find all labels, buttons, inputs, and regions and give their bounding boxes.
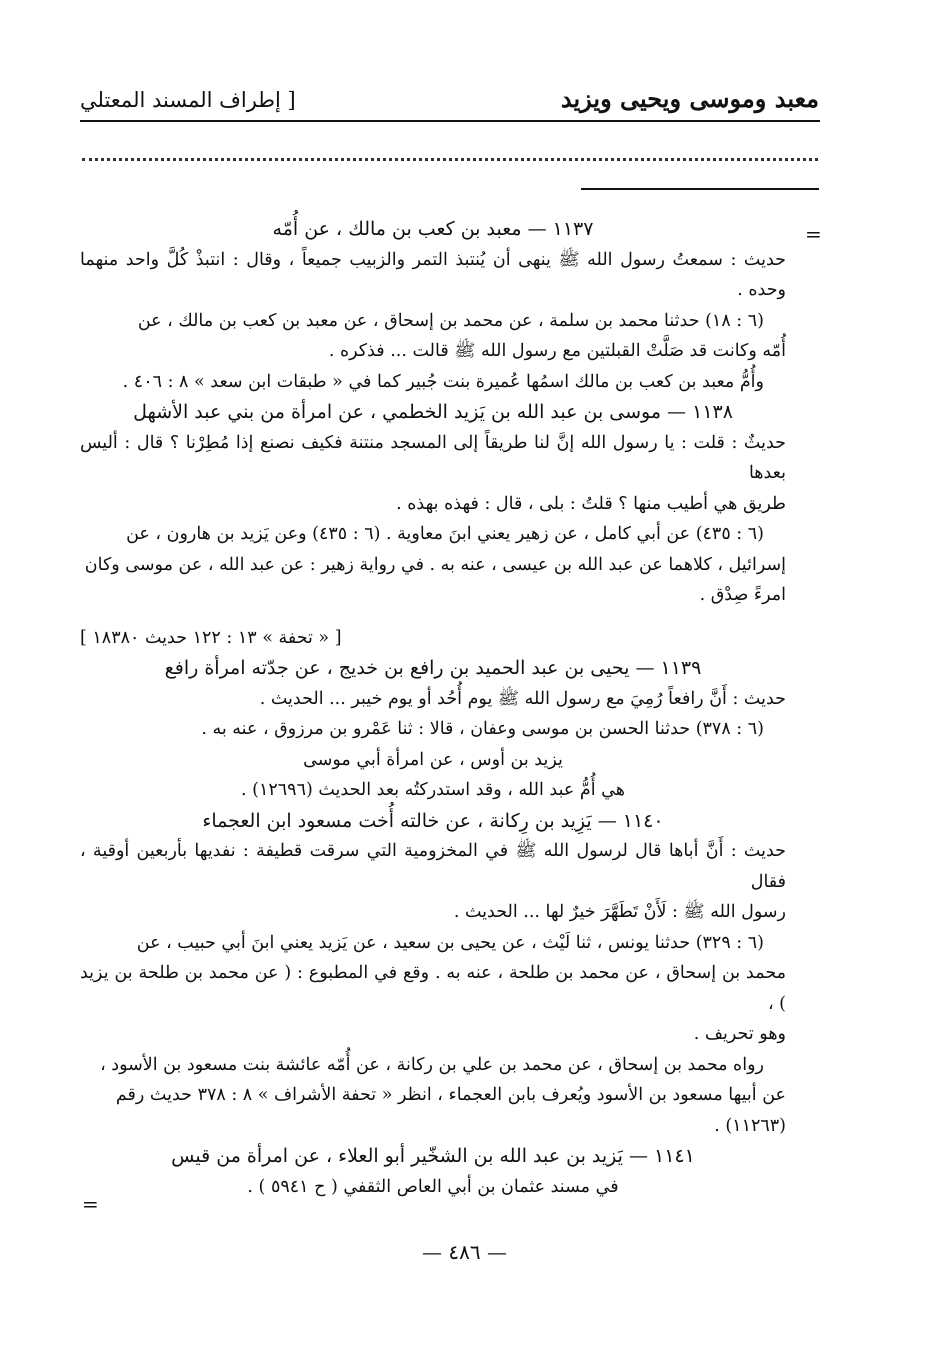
text-line: حديث : أَنَّ رافعاً رُمِيَ مع رسول الله ﷺ يوم أُحُد أو يوم خيبر ... الحديث .: [259, 688, 786, 709]
text-line: أُمّه وكانت قد صَلَّتْ القبلتين مع رسول الله ﷺ قالت ... فذكره .: [328, 341, 786, 361]
text-line: وأُمُّ معبد بن كعب بن مالك اسمُها عُميرة بنت جُبير كما في « طبقات ابن سعد » ٨ : ٤٠٦ .: [122, 371, 764, 392]
hadith-title-1138: ١١٣٨ — موسى بن عبد الله بن يَزيد الخطمي ، عن امرأة من بني عبد الأشهل: [133, 401, 733, 423]
hadith-title-1141: ١١٤١ — يَزيد بن عبد الله بن الشخّير أبو العلاء ، عن امرأة من قيس: [171, 1145, 695, 1167]
text-line: (١١٢٦٣) .: [714, 1115, 786, 1136]
dotted-separator: [82, 158, 818, 161]
running-header-book: [ إطراف المسند المعتلي: [80, 88, 296, 112]
text-line: امرءً صِدْق .: [699, 585, 786, 605]
hadith-title-1137: ١١٣٧ — معبد بن كعب بن مالك ، عن أُمّه: [272, 218, 594, 240]
text-line: (٦ : ٤٣٥) عن أبي كامل ، عن زهير يعني ابنَ معاوية . (٦ : ٤٣٥) وعن يَزيد بن هارون ، عن: [126, 524, 764, 544]
text-line: حديث : سمعتُ رسول الله ﷺ ينهى أن يُنتبذ التمر والزبيب جميعاً ، وقال : انتبذْ كُلَّ واحد منهما وحده .: [80, 249, 786, 300]
text-line: (٦ : ٣٢٩) حدثنا يونس ، ثنا لَيْث ، عن يحيى بن سعيد ، عن يَزيد يعني ابنَ أبي حبيب ، عن: [136, 932, 764, 953]
text-line: حديثٌ : قلت : يا رسول الله إنَّ لنا طريقاً إلى المسجد منتنة فكيف نصنع إذا مُطِرْنا ؟ قال : أليس بعدها: [80, 432, 786, 483]
text-line: وهو تحريف .: [693, 1024, 786, 1044]
text-line: (٦ : ٣٧٨) حدثنا الحسن بن موسى وعفان ، قالا : ثنا عَمْرو بن مرزوق ، عنه به .: [201, 719, 764, 739]
header-rule: [80, 120, 820, 122]
margin-mark-bottom: =: [82, 1192, 99, 1216]
hadith-title-1140: ١١٤٠ — يَزِيد بن رِكانة ، عن خالته أُخت مسعود ابن العجماء: [202, 809, 664, 832]
text-line: إسرائيل ، كلاهما عن عبد الله بن عيسى ، عنه به . في رواية زهير : عن عبد الله ، عن موسى وكان: [84, 554, 786, 575]
text-line: هي أُمُّ عبد الله ، وقد استدركتُه بعد الحديث (١٢٦٩٦) .: [241, 780, 625, 800]
text-line: حديث : أَنَّ أباها قال لرسول الله ﷺ في المخزومية التي سرقت قطيفة : نفديها بأربعين أوقية ، فقال: [80, 841, 786, 892]
hadith-title-1139: ١١٣٩ — يحيى بن عبد الحميد بن رافع بن خديج ، عن جدّته امرأة رافع: [164, 657, 702, 679]
margin-mark-top: =: [805, 222, 822, 246]
narrator-heading: يزيد بن أوس ، عن امرأة أبي موسى: [303, 749, 563, 770]
text-line: محمد بن إسحاق ، عن محمد بن طلحة ، عنه به . وقع في المطبوع : ( عن محمد بن طلحة بن يزيد ) ،: [80, 963, 786, 1014]
text-line: رواه محمد بن إسحاق ، عن محمد بن علي بن ركانة ، عن أُمّه عائشة بنت مسعود بن الأسود ،: [100, 1054, 764, 1075]
text-line: عن أبيها مسعود بن الأسود ويُعرف بابن العجماء ، انظر « تحفة الأشراف » ٨ : ٣٧٨ حديث رقم: [115, 1085, 786, 1105]
text-line: رسول الله ﷺ : لَأَنْ تَطَهَّرَ خيرٌ لها ... الحديث .: [453, 902, 786, 922]
short-separator-rule: [581, 188, 819, 190]
text-line: (٦ : ١٨) حدثنا محمد بن سلمة ، عن محمد بن إسحاق ، عن معبد بن كعب بن مالك ، عن: [137, 310, 764, 331]
running-header-title: معبد وموسى ويحيى ويزيد: [560, 84, 819, 113]
text-line: طريق هي أطيب منها ؟ قلتُ : بلى ، قال : فهذه بهذه .: [396, 493, 786, 514]
page-number: — ٤٨٦ —: [422, 1240, 507, 1264]
tuhfa-reference: [ « تحفة » ١٣ : ١٢٢ حديث ١٨٣٨٠ ]: [80, 627, 342, 648]
main-text: [80, 214, 786, 1202]
text-line: في مسند عثمان بن أبي العاص الثقفي ( ح ٥٩٤١ ) .: [247, 1176, 619, 1197]
